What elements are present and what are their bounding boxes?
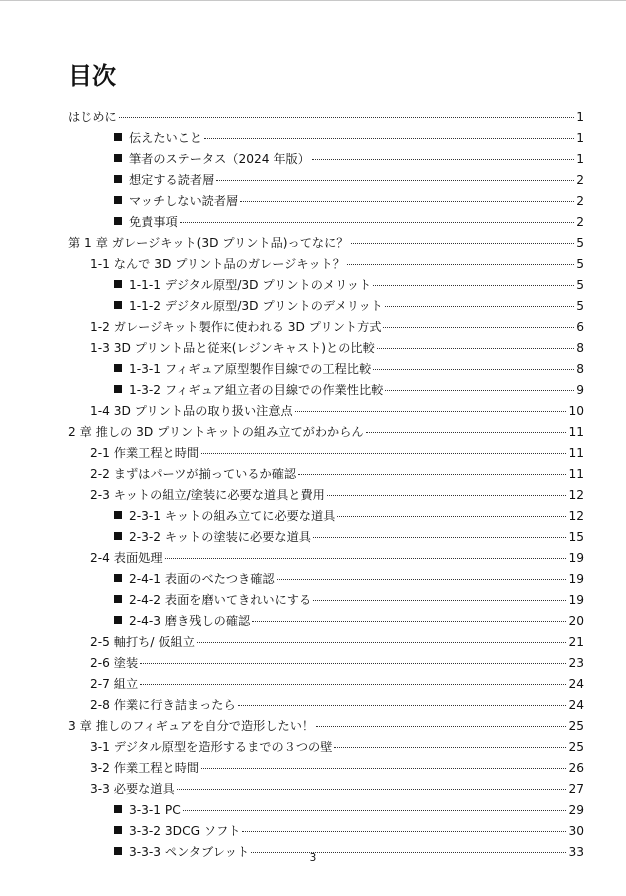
toc-entry[interactable] [68,527,584,548]
dot-leader [238,704,567,706]
toc-entry-title: 2-4-1 表面のべたつき確認 [129,572,275,586]
square-bullet-icon [114,511,122,519]
toc-entry-page: 20 [568,614,584,628]
toc-entry-page: 11 [568,425,584,439]
square-bullet-icon [114,385,122,393]
toc-entry[interactable] [68,716,584,737]
square-bullet-icon [114,280,122,288]
toc-entry-title: 1-3 3D プリント品と従来(レジンキャスト)との比較 [90,341,375,355]
toc-entry-title: 1-3-1 フィギュア原型製作目線での工程比較 [129,362,372,376]
toc-entry-page: 19 [568,551,584,565]
toc-entry-page: 11 [568,467,584,481]
toc-entry[interactable] [68,548,584,569]
dot-leader [277,578,567,580]
table-of-contents [68,107,584,863]
square-bullet-icon [114,616,122,624]
toc-entry-title: 3-3-3 ペンタブレット [129,845,250,859]
toc-entry[interactable] [68,464,584,485]
toc-entry[interactable] [68,380,584,401]
toc-entry-page: 8 [576,362,584,376]
dot-leader [298,473,566,475]
toc-entry-page: 19 [568,593,584,607]
toc-entry[interactable] [68,422,584,443]
toc-entry[interactable] [68,233,584,254]
toc-entry[interactable] [68,107,584,128]
toc-entry[interactable] [68,737,584,758]
toc-entry[interactable] [68,695,584,716]
toc-entry-page: 29 [568,803,584,817]
toc-entry-title: 2-8 作業に行き詰まったら [90,698,236,712]
toc-entry-title: はじめに [68,110,117,124]
toc-entry-title: 1-1 なんで 3D プリント品のガレージキット？ [90,257,345,271]
toc-entry[interactable] [68,506,584,527]
toc-entry-page: 11 [568,446,584,460]
toc-entry-title: 2-6 塗装 [90,656,139,670]
dot-leader [373,284,574,286]
dot-leader [252,620,566,622]
toc-entry-title: 2-4-2 表面を磨いてきれいにする [129,593,312,607]
toc-entry-title: 3-2 作業工程と時間 [90,761,200,775]
dot-leader [201,452,566,454]
dot-leader [337,515,566,517]
toc-entry[interactable] [68,317,584,338]
square-bullet-icon [114,217,122,225]
dot-leader [377,347,574,349]
toc-entry-title: 1-2 ガレージキット製作に使われる 3D プリント方式 [90,320,382,334]
dot-leader [140,683,566,685]
toc-entry-page: 1 [576,131,584,145]
toc-entry[interactable] [68,212,584,233]
dot-leader [316,725,566,727]
toc-title: 目次 [68,62,116,90]
toc-entry[interactable] [68,569,584,590]
dot-leader [351,242,575,244]
toc-entry[interactable] [68,653,584,674]
toc-entry[interactable] [68,359,584,380]
toc-entry[interactable] [68,191,584,212]
toc-entry[interactable] [68,758,584,779]
toc-entry-page: 30 [568,824,584,838]
toc-entry[interactable] [68,296,584,317]
dot-leader [383,326,574,328]
toc-entry-page: 12 [568,509,584,523]
toc-entry-title: 2-4 表面処理 [90,551,163,565]
toc-entry[interactable] [68,821,584,842]
dot-leader [385,389,574,391]
toc-entry-page: 9 [576,383,584,397]
toc-entry-title: 3-3 必要な道具 [90,782,175,796]
toc-entry-page: 2 [576,215,584,229]
square-bullet-icon [114,196,122,204]
toc-entry-title: 第 1 章 ガレージキット(3D プリント品)ってなに？ [68,236,349,250]
square-bullet-icon [114,826,122,834]
toc-entry-title: 2 章 推しの 3D プリントキットの組み立てがわからん [68,425,364,439]
dot-leader [327,494,567,496]
toc-entry-page: 25 [568,740,584,754]
dot-leader [140,662,566,664]
toc-entry-title: 1-3-2 フィギュア組立者の目線での作業性比較 [129,383,384,397]
toc-entry-title: 1-4 3D プリント品の取り扱い注意点 [90,404,293,418]
square-bullet-icon [114,364,122,372]
square-bullet-icon [114,301,122,309]
dot-leader [180,221,574,223]
toc-entry-title: 想定する読者層 [129,173,215,187]
toc-entry-page: 8 [576,341,584,355]
square-bullet-icon [114,175,122,183]
page-top-border [0,0,626,1]
square-bullet-icon [114,133,122,141]
toc-entry-page: 1 [576,152,584,166]
toc-entry-page: 5 [576,299,584,313]
dot-leader [366,431,567,433]
dot-leader [334,746,566,748]
toc-entry-title: 2-2 まずはパーツが揃っているか確認 [90,467,297,481]
toc-entry-page: 26 [568,761,584,775]
toc-entry-page: 27 [568,782,584,796]
toc-entry-page: 23 [568,656,584,670]
toc-entry[interactable] [68,443,584,464]
toc-entry[interactable] [68,275,584,296]
toc-entry-page: 24 [568,677,584,691]
toc-entry[interactable] [68,800,584,821]
toc-entry[interactable] [68,674,584,695]
toc-entry-title: 3 章 推しのフィギュアを自分で造形したい！ [68,719,315,733]
toc-entry[interactable] [68,254,584,275]
toc-entry-title: 3-1 デジタル原型を造形するまでの３つの壁 [90,740,333,754]
dot-leader [385,305,574,307]
dot-leader [313,599,566,601]
toc-entry[interactable] [68,485,584,506]
toc-entry[interactable] [68,779,584,800]
toc-entry-page: 5 [576,236,584,250]
toc-entry[interactable] [68,128,584,149]
toc-entry-page: 10 [568,404,584,418]
toc-entry-title: 2-3-2 キットの塗装に必要な道具 [129,530,311,544]
toc-entry[interactable] [68,590,584,611]
toc-entry-page: 2 [576,194,584,208]
dot-leader [201,767,566,769]
dot-leader [373,368,574,370]
toc-entry-title: 免責事項 [129,215,178,229]
toc-entry-title: 伝えたいこと [129,131,203,145]
toc-entry-page: 12 [568,488,584,502]
toc-entry-title: 2-3-1 キットの組み立てに必要な道具 [129,509,336,523]
dot-leader [177,788,567,790]
toc-entry-page: 19 [568,572,584,586]
toc-entry-title: 2-5 軸打ち/ 仮組立 [90,635,195,649]
toc-entry-title: 2-3 キットの組立/塗装に必要な道具と費用 [90,488,325,502]
toc-entry[interactable] [68,170,584,191]
page-number: 3 [309,852,317,864]
dot-leader [165,557,567,559]
square-bullet-icon [114,532,122,540]
toc-entry-page: 24 [568,698,584,712]
toc-entry-title: 1-1-1 デジタル原型/3D プリントのメリット [129,278,372,292]
square-bullet-icon [114,805,122,813]
dot-leader [197,641,567,643]
dot-leader [204,137,574,139]
dot-leader [312,158,574,160]
toc-entry-title: 1-1-2 デジタル原型/3D プリントのデメリット [129,299,383,313]
toc-entry-page: 6 [576,320,584,334]
toc-entry-title: 3-3-1 PC [129,803,181,817]
toc-entry[interactable] [68,401,584,422]
square-bullet-icon [114,574,122,582]
dot-leader [347,263,574,265]
toc-entry-page: 2 [576,173,584,187]
toc-entry-page: 25 [568,719,584,733]
toc-entry-title: 2-1 作業工程と時間 [90,446,200,460]
square-bullet-icon [114,154,122,162]
toc-entry[interactable] [68,611,584,632]
toc-entry-title: マッチしない読者層 [129,194,239,208]
toc-entry-page: 21 [568,635,584,649]
dot-leader [216,179,574,181]
toc-entry[interactable] [68,632,584,653]
toc-entry-page: 1 [576,110,584,124]
dot-leader [183,809,567,811]
dot-leader [119,116,574,118]
square-bullet-icon [114,595,122,603]
toc-entry-title: 3-3-2 3DCG ソフト [129,824,241,838]
dot-leader [240,200,574,202]
toc-entry[interactable] [68,338,584,359]
dot-leader [242,830,566,832]
dot-leader [313,536,567,538]
toc-entry[interactable] [68,149,584,170]
toc-entry-page: 15 [568,530,584,544]
dot-leader [295,410,567,412]
toc-entry-title: 2-4-3 磨き残しの確認 [129,614,251,628]
toc-entry-title: 筆者のステータス（2024 年版） [129,152,310,166]
toc-entry-page: 5 [576,257,584,271]
toc-entry-title: 2-7 組立 [90,677,139,691]
toc-entry-page: 5 [576,278,584,292]
toc-entry-page: 33 [568,845,584,859]
